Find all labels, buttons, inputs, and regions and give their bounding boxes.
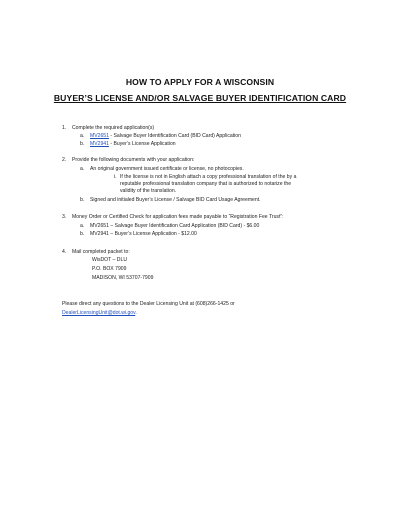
step-2-number: 2. xyxy=(62,157,67,163)
step-2ai-line-1: If the license is not in English attach a copy professional translation of the by a xyxy=(120,174,297,180)
step-3-text: Money Order or Certified Check for application fees made payable to “Registration Fee Trust”: xyxy=(72,214,284,220)
step-2a-marker: a. xyxy=(80,166,85,172)
mv2651-link[interactable]: MV2651 xyxy=(90,133,109,139)
contact-end: . xyxy=(135,310,137,316)
contact-email-line xyxy=(62,310,137,316)
contact-email-link[interactable]: DealerLicensingUnit@dot.wi.gov xyxy=(62,310,136,316)
step-2a-text: An original government issued certificate or license, no photocopies. xyxy=(90,166,244,172)
step-3b-text: MV2941 – Buyer’s License Application - $12.00 xyxy=(90,231,197,237)
step-4-number: 4. xyxy=(62,249,67,255)
page-title: HOW TO APPLY FOR A WISCONSIN xyxy=(125,77,275,87)
step-1b-text: - Buyer’s License Application xyxy=(108,141,176,147)
step-2ai-line-2: reputable professional translation company that is authorized to notarize the xyxy=(120,181,292,187)
page-subtitle: BUYER’S LICENSE AND/OR SALVAGE BUYER IDENTIFICATION CARD xyxy=(53,93,347,103)
contact-text: Please direct any questions to the Dealer Licensing Unit at (608)266-1425 or xyxy=(62,301,235,307)
step-2ai-line-3: validity of the translation. xyxy=(120,188,177,194)
step-3-number: 3. xyxy=(62,214,67,220)
step-1a-line xyxy=(90,133,241,139)
step-2ai-marker: i. xyxy=(114,174,117,180)
step-1a-marker: a. xyxy=(80,133,85,139)
step-2b-text: Signed and initialed Buyer’s License / Salvage BID Card Usage Agreement. xyxy=(90,197,261,203)
step-4-text: Mail completed packet to: xyxy=(72,249,130,255)
mv2941-link[interactable]: MV2941 xyxy=(90,141,109,147)
address-line-1: WisDOT – DLU xyxy=(92,257,127,263)
step-1b-marker: b. xyxy=(80,141,85,147)
step-3a-text: MV2651 – Salvage Buyer Identification Card Application (BID Card) - $6.00 xyxy=(90,223,260,229)
step-1-number: 1. xyxy=(62,125,67,131)
step-1-text: Complete the required application(s) xyxy=(72,125,155,131)
address-line-2: P.O. BOX 7909 xyxy=(92,266,127,272)
step-1b-line xyxy=(90,141,176,147)
step-3b-marker: b. xyxy=(80,231,85,237)
step-1a-text: - Salvage Buyer Identification Card (BID Card) Application xyxy=(108,133,241,139)
step-2b-marker: b. xyxy=(80,197,85,203)
address-line-3: MADISON, WI 53707-7909 xyxy=(92,275,154,281)
step-3a-marker: a. xyxy=(80,223,85,229)
step-2-text: Provide the following documents with your application: xyxy=(72,157,195,163)
